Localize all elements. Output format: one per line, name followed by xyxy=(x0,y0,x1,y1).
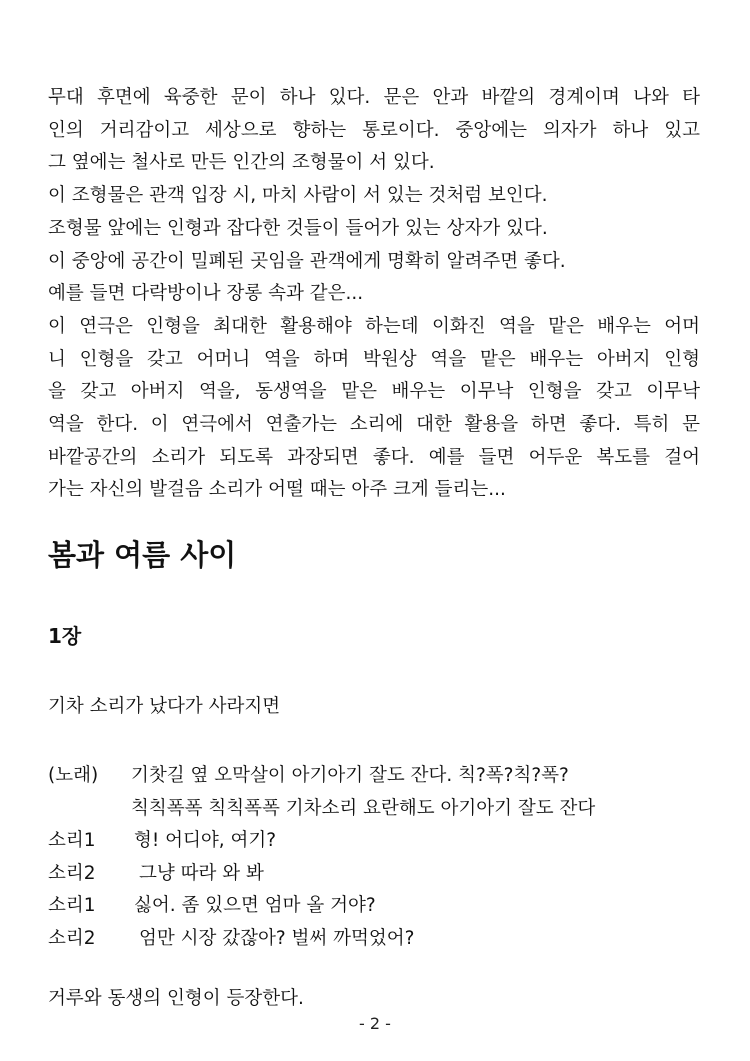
speaker-label: 소리2 xyxy=(48,862,96,884)
dialogue-line: 그냥 따라 와 봐 xyxy=(139,862,264,884)
intro-line: 무대 후면에 육중한 문이 하나 있다. 문은 안과 바깥의 경계이며 나와 타 xyxy=(48,87,700,108)
speaker-label: (노래) xyxy=(48,765,99,786)
intro-line: 조형물 앞에는 인형과 잡다한 것들이 들어가 있는 상자가 있다. xyxy=(48,217,548,239)
intro-line: 그 옆에는 철사로 만든 인간의 조형물이 서 있다. xyxy=(48,152,435,174)
intro-line: 바깥공간의 소리가 되도록 과장되면 좋다. 예를 들면 어두운 복도를 걸어 xyxy=(48,446,700,468)
intro-line: 가는 자신의 발걸음 소리가 어떨 때는 아주 크게 들리는... xyxy=(48,479,506,501)
page-number: - 2 - xyxy=(359,1014,391,1033)
scene-heading: 1장 xyxy=(48,624,82,648)
stage-direction: 거루와 동생의 인형이 등장한다. xyxy=(48,988,304,1009)
speaker-label: 소리1 xyxy=(48,895,96,917)
intro-line: 이 조형물은 관객 입장 시, 마치 사람이 서 있는 것처럼 보인다. xyxy=(48,185,548,207)
dialogue-line: 싫어. 좀 있으면 엄마 올 거야? xyxy=(134,895,376,917)
intro-line: 이 연극은 인형을 최대한 활용해야 하는데 이화진 역을 맡은 배우는 어머 xyxy=(48,315,700,337)
speaker-label: 소리2 xyxy=(48,927,96,949)
intro-paragraph xyxy=(48,82,700,507)
intro-line: 이 중앙에 공간이 밀폐된 곳임을 관객에게 명확히 알려주면 좋다. xyxy=(48,250,566,272)
play-title: 봄과 여름 사이 xyxy=(48,538,237,572)
stage-direction: 기차 소리가 났다가 사라지면 xyxy=(48,696,281,717)
intro-line: 예를 들면 다락방이나 장롱 속과 같은... xyxy=(48,283,364,305)
song-line: 칙칙폭폭 칙칙폭폭 기차소리 요란해도 아기아기 잘도 잔다 xyxy=(131,797,596,819)
speaker-label: 소리1 xyxy=(48,830,96,852)
intro-line: 역을 한다. 이 연극에서 연출가는 소리에 대한 활용을 하면 좋다. 특히 문 xyxy=(48,414,700,436)
dialogue-line: 엄만 시장 갔잖아? 벌써 까먹었어? xyxy=(139,927,415,949)
intro-line: 을 갖고 아버지 역을, 동생역을 맡은 배우는 이무낙 인형을 갖고 이무낙 xyxy=(48,381,700,403)
dialogue-line: 형! 어디야, 여기? xyxy=(134,830,277,852)
intro-line: 인의 거리감이고 세상으로 향하는 통로이다. 중앙에는 의자가 하나 있고 xyxy=(48,119,700,141)
intro-line: 니 인형을 갖고 어머니 역을 하며 박원상 역을 맡은 배우는 아버지 인형 xyxy=(48,348,700,370)
song-line: 기찻길 옆 오막살이 아기아기 잘도 잔다. 칙?폭?칙?폭? xyxy=(131,765,569,786)
